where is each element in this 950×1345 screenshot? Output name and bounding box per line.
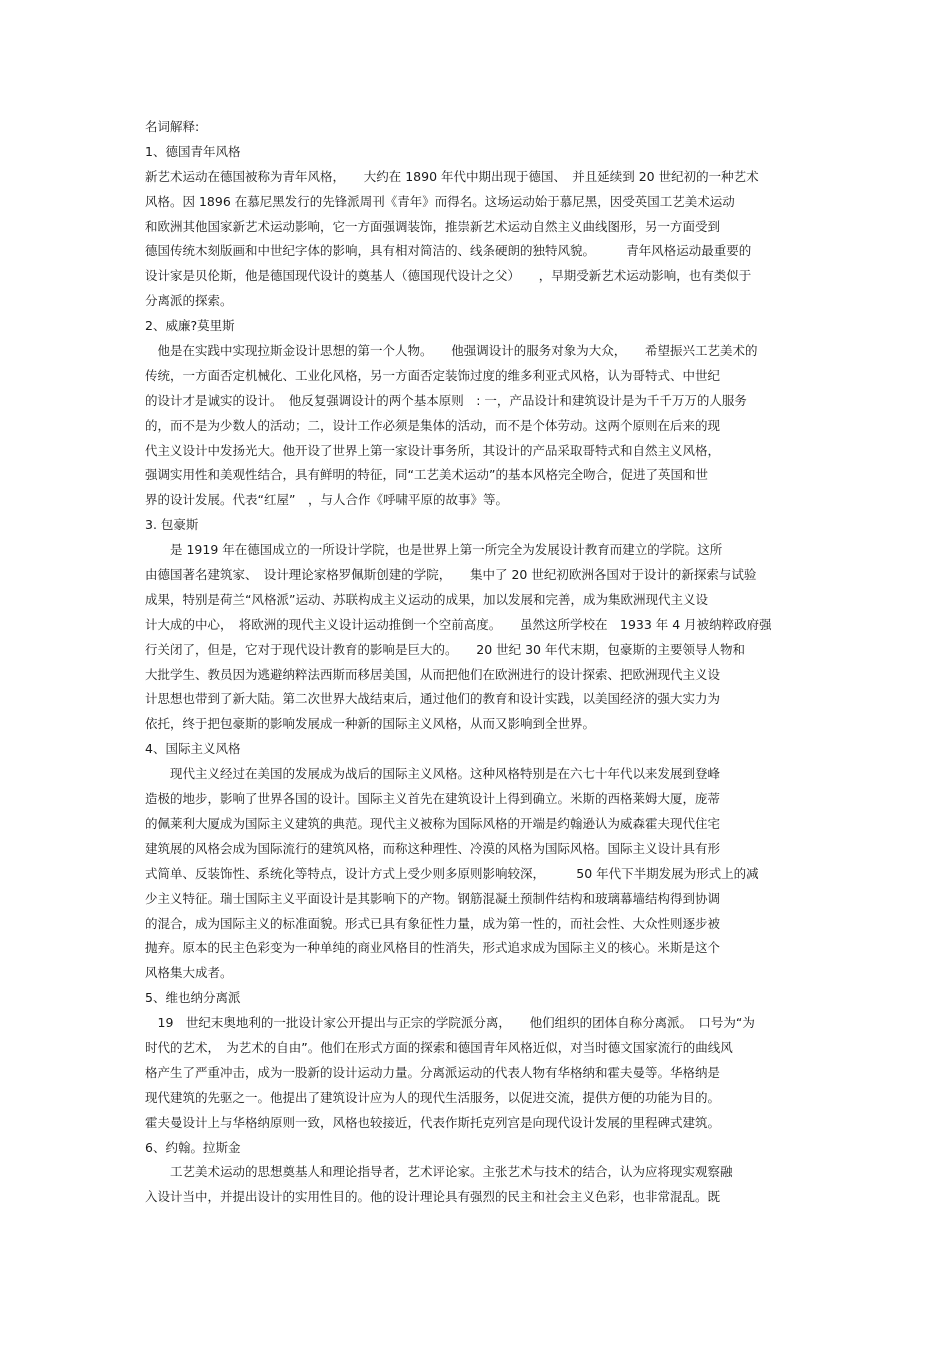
text-line: 传统，一方面否定机械化、工业化风格，另一方面否定装饰过度的维多利亚式风格，认为哥特式、中世纪: [145, 367, 721, 383]
text-line: 现代建筑的先驱之一。他提出了建筑设计应为人的现代生活服务，以促进交流，提供方便的功能为目的。: [145, 1089, 721, 1105]
section-title: 名词解释:: [145, 119, 200, 134]
text-line: 的，而不是为少数人的活动；二，设计工作必须是集体的活动，而不是个体劳动。这两个原则在后来的现: [145, 417, 721, 433]
text-line: 风格集大成者。: [145, 965, 233, 981]
text-line: 的佩莱利大厦成为国际主义建筑的典范。现代主义被称为国际风格的开端是约翰逊认为威森霍夫现代住宅: [145, 815, 721, 831]
text-line: 计思想也带到了新大陆。第二次世界大战结束后，通过他们的教育和设计实践，以美国经济的强大实力为: [145, 691, 721, 707]
heading-3: 3. 包豪斯: [145, 517, 199, 533]
text-line: 的设计才是诚实的设计。 他反复强调设计的两个基本原则 : 一，产品设计和建筑设计是为千千万万的人服务: [145, 392, 747, 408]
text-line: 现代主义经过在美国的发展成为战后的国际主义风格。这种风格特别是在六七十年代以来发展到登峰: [145, 766, 721, 782]
text-line: 行关闭了，但是，它对于现代设计教育的影响是巨大的。 20 世纪 30 年代末期，包豪斯的主要领导人物和: [145, 641, 745, 657]
text-line: 由德国著名建筑家、 设计理论家格罗佩斯创建的学院， 集中了 20 世纪初欧洲各国对于设计的新探索与试验: [145, 567, 757, 583]
heading-5: 5、维也纳分离派: [145, 990, 241, 1006]
text-line: 他是在实践中实现拉斯金设计思想的第一个人物。 他强调设计的服务对象为大众， 希望振兴工艺美术的: [145, 343, 758, 359]
heading-1: 1、德国青年风格: [145, 143, 241, 159]
text-line: 格产生了严重冲击，成为一股新的设计运动力量。分离派运动的代表人物有华格纳和霍夫曼等。华格纳是: [145, 1064, 721, 1080]
text-line: 设计家是贝伦斯，他是德国现代设计的奠基人（德国现代设计之父） ，早期受新艺术运动影响，也有类似于: [145, 268, 752, 284]
text-line: 抛弃。原本的民主色彩变为一种单纯的商业风格目的性消失，形式追求成为国际主义的核心。米斯是这个: [145, 940, 721, 956]
text-line: 19 世纪末奥地利的一批设计家公开提出与正宗的学院派分离， 他们组织的团体自称分离派。 口号为“为: [145, 1015, 755, 1031]
heading-2: 2、威廉?莫里斯: [145, 318, 235, 334]
text-line: 强调实用性和美观性结合，具有鲜明的特征，同“工艺美术运动”的基本风格完全吻合，促进了英国和世: [145, 467, 708, 483]
text-line: 式简单、反装饰性、系统化等特点，设计方式上受少则多原则影响较深， 50 年代下半期发展为形式上的减: [145, 865, 759, 881]
text-line: 大批学生、教员因为逃避纳粹法西斯而移居美国，从而把他们在欧洲进行的设计探索、把欧洲现代主义设: [145, 666, 721, 682]
text-line: 是 1919 年在德国成立的一所设计学院，也是世界上第一所完全为发展设计教育而建立的学院。这所: [145, 542, 723, 558]
document-body: [145, 115, 810, 1210]
text-line: 时代的艺术， 为艺术的自由”。他们在形式方面的探索和德国青年风格近似，对当时德文国家流行的曲线风: [145, 1039, 733, 1055]
text-line: 工艺美术运动的思想奠基人和理论指导者，艺术评论家。主张艺术与技术的结合，认为应将现实观察融: [145, 1164, 733, 1180]
text-line: 造极的地步，影响了世界各国的设计。国际主义首先在建筑设计上得到确立。米斯的西格莱姆大厦，庞蒂: [145, 791, 721, 807]
heading-6: 6、约翰。拉斯金: [145, 1139, 241, 1155]
text-line: 依托，终于把包豪斯的影响发展成一种新的国际主义风格，从而又影响到全世界。: [145, 716, 596, 732]
text-line: 霍夫曼设计上与华格纳原则一致，风格也较接近，代表作斯托克列宫是向现代设计发展的里程碑式建筑。: [145, 1114, 721, 1130]
text-line: 界的设计发展。代表“红屋” ，与人合作《呼啸平原的故事》等。: [145, 492, 508, 508]
text-line: 的混合，成为国际主义的标准面貌。形式已具有象征性力量，成为第一性的，而社会性、大众性则逐步被: [145, 915, 721, 931]
text-line: 成果，特别是荷兰“风格派”运动、苏联构成主义运动的成果，加以发展和完善，成为集欧洲现代主义设: [145, 591, 708, 607]
text-line: 分离派的探索。: [145, 293, 233, 309]
text-line: 新艺术运动在德国被称为青年风格， 大约在 1890 年代中期出现于德国、 并且延续到 20 世纪初的一种艺术: [145, 168, 759, 184]
text-line: 代主义设计中发扬光大。他开设了世界上第一家设计事务所，其设计的产品采取哥特式和自然主义风格，: [145, 442, 721, 458]
text-line: 建筑展的风格会成为国际流行的建筑风格，而称这种理性、冷漠的风格为国际风格。国际主义设计具有形: [145, 840, 721, 856]
text-line: 少主义特征。瑞士国际主义平面设计是其影响下的产物。钢筋混凝土预制件结构和玻璃幕墙结构得到协调: [145, 890, 721, 906]
text-line: 入设计当中，并提出设计的实用性目的。他的设计理论具有强烈的民主和社会主义色彩，也非常混乱。既: [145, 1189, 721, 1205]
text-line: 计大成的中心， 将欧洲的现代主义设计运动推倒一个空前高度。 虽然这所学校在 1933 年 4 月被纳粹政府强: [145, 616, 772, 632]
text-line: 和欧洲其他国家新艺术运动影响，它一方面强调装饰，推崇新艺术运动自然主义曲线图形，另一方面受到: [145, 218, 721, 234]
text-line: 德国传统木刻版画和中世纪字体的影响，具有相对简洁的、线条硬朗的独特风貌。 青年风格运动最重要的: [145, 243, 752, 259]
heading-4: 4、国际主义风格: [145, 741, 241, 757]
text-line: 风格。因 1896 在慕尼黑发行的先锋派周刊《青年》而得名。这场运动始于慕尼黑，因受英国工艺美术运动: [145, 193, 735, 209]
